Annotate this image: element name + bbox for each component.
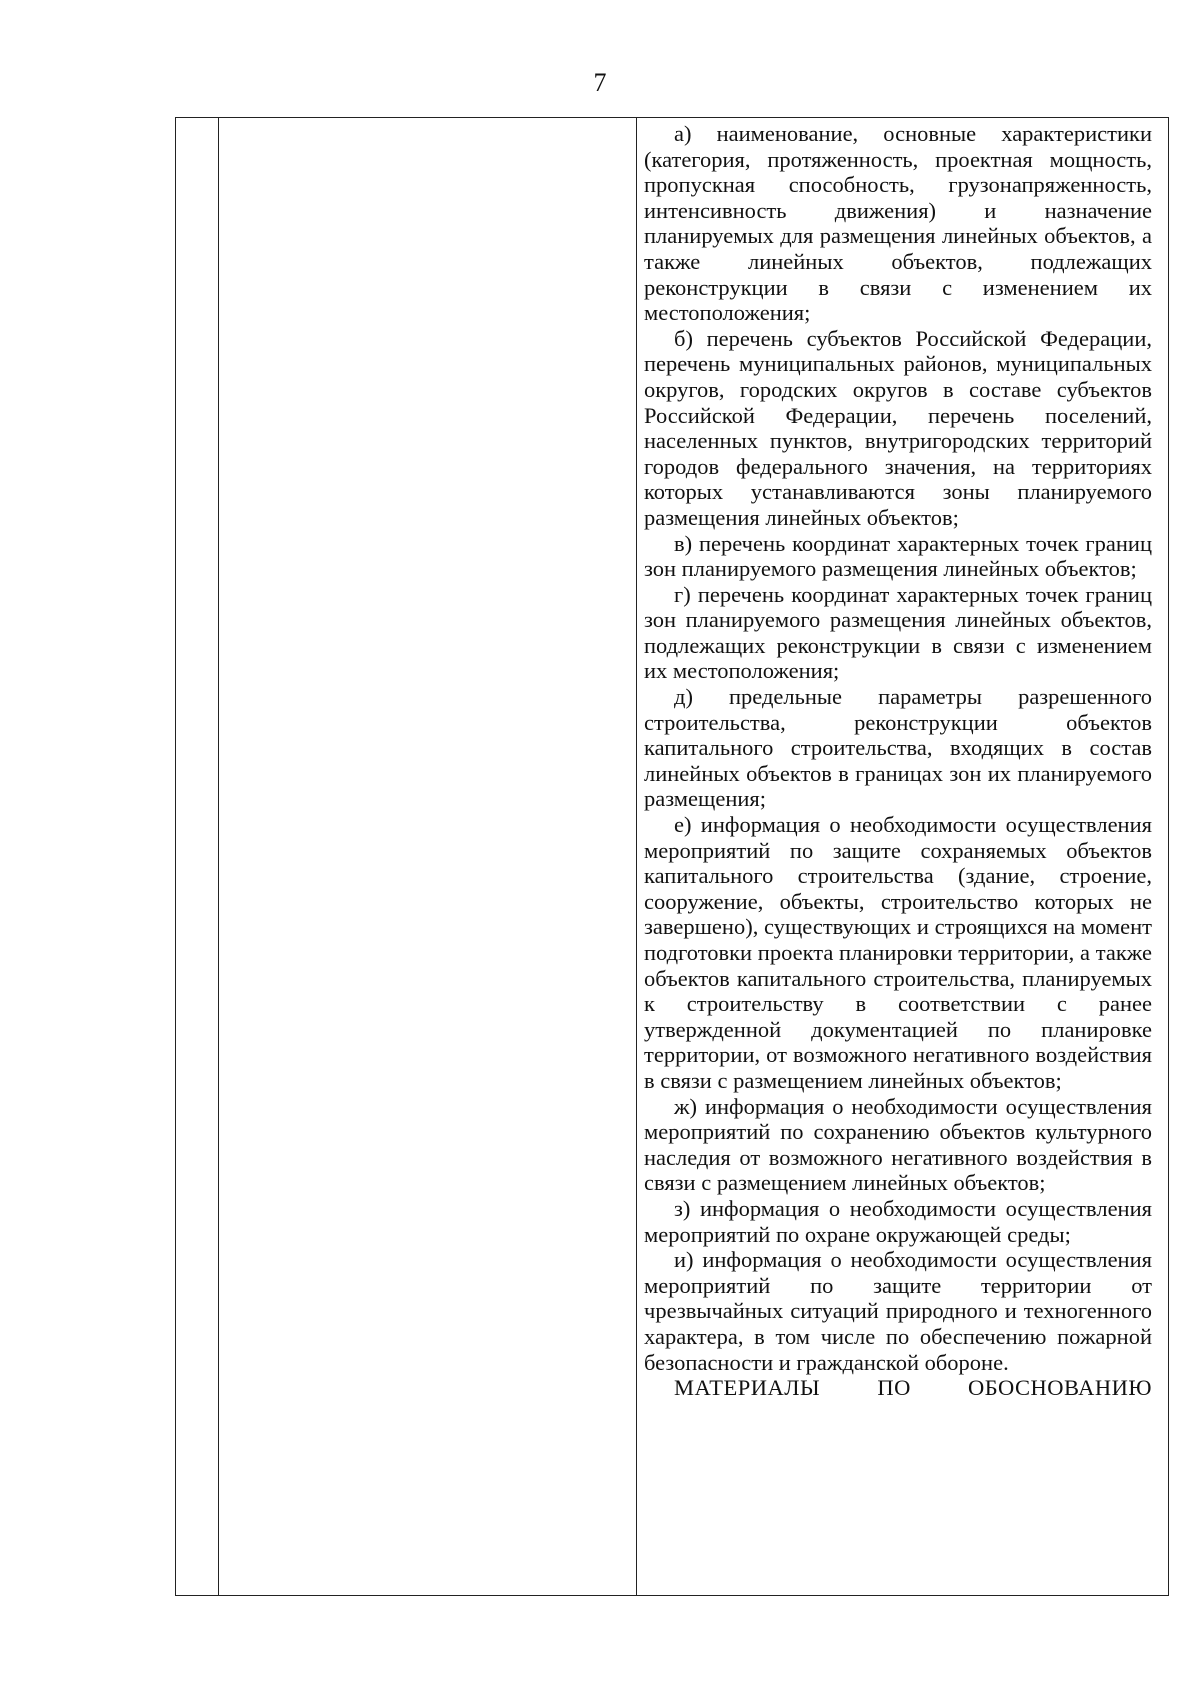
list-item-a: а) наименование, основные характеристики (категория, протяженность, проектная мощность, пропускная способность, грузонапряженность, интенсивность движения) и назначение планируемых для размещения линейных объектов, а также линейных объектов, подлежащих реконструкции в связи с изменением их местоположения; [644,121,1152,326]
list-item-b: б) перечень субъектов Российской Федерации, перечень муниципальных районов, муниципальных округов, городских округов в составе субъектов Российской Федерации, перечень поселений, населенных пунктов, внутригородских территорий городов федерального значения, на территориях которых устанавливаются зоны планируемого размещения линейных объектов; [644,325,1152,530]
table-column-number [176,118,219,1595]
list-item-z: з) информация о необходимости осуществления мероприятий по охране окружающей среды; [644,1195,1152,1247]
list-item-zh: ж) информация о необходимости осуществления мероприятий по сохранению объектов культурного наследия от возможного негативного воздействия в связи с размещением линейных объектов; [644,1093,1152,1196]
list-item-v: в) перечень координат характерных точек границ зон планируемого размещения линейных объектов; [644,530,1152,582]
table-column-content [637,118,1167,1595]
list-item-g: г) перечень координат характерных точек границ зон планируемого размещения линейных объектов, подлежащих реконструкции в связи с изменением их местоположения; [644,581,1152,684]
list-item-i: и) информация о необходимости осуществления мероприятий по защите территории от чрезвычайных ситуаций природного и техногенного характера, в том числе по обеспечению пожарной безопасности и гражданской обороне. [644,1247,1152,1375]
page-number: 7 [593,68,607,97]
table-column-name [219,118,637,1595]
section-heading-materials: МАТЕРИАЛЫ ПО ОБОСНОВАНИЮ [674,1375,1152,1401]
list-item-d: д) предельные параметры разрешенного строительства, реконструкции объектов капитального строительства, входящих в состав линейных объектов в границах зон их планируемого размещения; [644,684,1152,812]
document-table [175,117,1169,1596]
list-item-e: е) информация о необходимости осуществления мероприятий по защите сохраняемых объектов капитального строительства (здание, строение, сооружение, объекты, строительство которых не завершено), существующих и строящихся на момент подготовки проекта планировки территории, а также объектов капитального строительства, планируемых к строительству в соответствии с ранее утвержденной документацией по планировке территории, от возможного негативного воздействия в связи с размещением линейных объектов; [644,812,1152,1093]
